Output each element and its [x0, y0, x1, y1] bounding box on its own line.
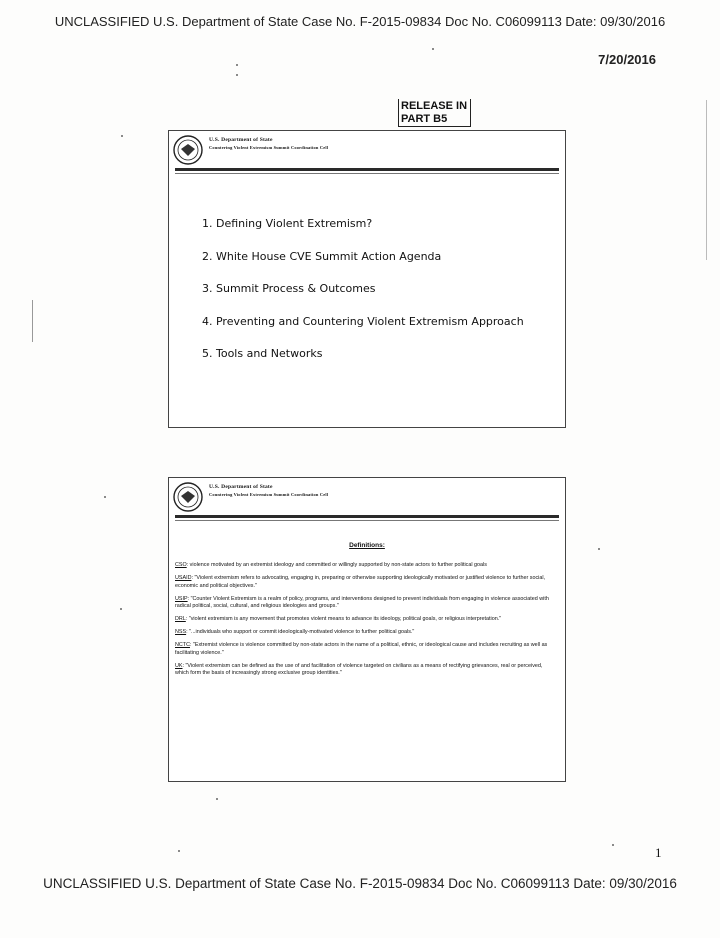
slide-header	[169, 478, 565, 518]
classification-footer: UNCLASSIFIED U.S. Department of State Case No. F-2015-09834 Doc No. C06099113 Date: 09/30/2016	[43, 876, 677, 891]
header-rule	[175, 515, 559, 518]
definition-item: USAID: "Violent extremism refers to advocating, engaging in, preparing or otherwise supporting ideologically motivated or justified violence to further social, economic and political objectives."	[175, 574, 546, 589]
scan-artifact	[612, 844, 614, 846]
agenda-item: 5. Tools and Networks	[202, 347, 323, 360]
slide-header	[169, 131, 565, 171]
definitions-title: Definitions:	[349, 542, 385, 549]
definition-item: UK: "Violent extremism can be defined as the use of and facilitation of violence targeted on civilians as a means of rectifying grievances, real or perceived, which form the basis of increasingly strong exclusive group identities."	[175, 662, 543, 677]
definitions-slide	[168, 477, 566, 782]
header-rule-thin	[175, 173, 559, 174]
org-name: U.S. Department of State	[209, 137, 273, 143]
definitions-list	[175, 562, 557, 683]
org-unit: Countering Violent Extremism Summit Coordination Cell	[209, 145, 329, 150]
scan-artifact	[706, 100, 707, 260]
agenda-item: 2. White House CVE Summit Action Agenda	[202, 249, 442, 263]
agenda-list	[202, 217, 524, 380]
org-unit: Countering Violent Extremism Summit Coordination Cell	[209, 492, 329, 497]
state-seal-icon	[172, 481, 204, 513]
scan-artifact	[120, 608, 122, 610]
scan-artifact	[598, 548, 600, 550]
scan-artifact	[178, 850, 180, 852]
scan-artifact	[236, 64, 238, 66]
definition-item: USIP: "Counter Violent Extremism is a realm of policy, programs, and interventions designed to prevent individuals from engaging in violence associated with radical political, social, cultural, and religious ideologies and groups."	[175, 595, 549, 610]
agenda-item: 3. Summit Process & Outcomes	[202, 282, 376, 295]
scan-artifact	[432, 48, 434, 50]
release-line-2: PART B5	[401, 113, 448, 125]
org-title	[209, 137, 328, 151]
scan-artifact	[236, 74, 238, 76]
definition-item: DRL: "violent extremism is any movement that promotes violent means to advance its ideology, political goals, or religious interpretation."	[175, 616, 502, 623]
release-stamp	[398, 99, 471, 127]
definition-item: NSS: "...individuals who support or commit ideologically-motivated violence to further political goals."	[175, 629, 415, 636]
header-rule-thin	[175, 520, 559, 521]
classification-header: UNCLASSIFIED U.S. Department of State Case No. F-2015-09834 Doc No. C06099113 Date: 09/30/2016	[54, 14, 666, 29]
scan-artifact	[32, 300, 33, 342]
header-rule	[175, 168, 559, 171]
state-seal-icon	[172, 134, 204, 166]
scan-artifact	[121, 135, 123, 137]
scan-artifact	[216, 798, 218, 800]
scan-artifact	[104, 496, 106, 498]
org-title	[209, 484, 328, 498]
definition-item: CSO: violence motivated by an extremist ideology and committed or willingly supported by non-state actors to further political goals	[175, 562, 487, 568]
definition-item: NCTC: "Extremist violence is violence committed by non-state actors in the name of a political, ethnic, or ideological cause and includes recruiting as well as facilitating violence."	[175, 642, 548, 656]
page-number: 1	[655, 845, 662, 860]
agenda-slide	[168, 130, 566, 428]
document-date: 7/20/2016	[598, 52, 656, 67]
agenda-item: 4. Preventing and Countering Violent Extremism Approach	[202, 314, 524, 328]
release-line-1: RELEASE IN	[401, 100, 468, 112]
agenda-item: 1. Defining Violent Extremism?	[202, 217, 373, 230]
org-name: U.S. Department of State	[209, 484, 273, 490]
